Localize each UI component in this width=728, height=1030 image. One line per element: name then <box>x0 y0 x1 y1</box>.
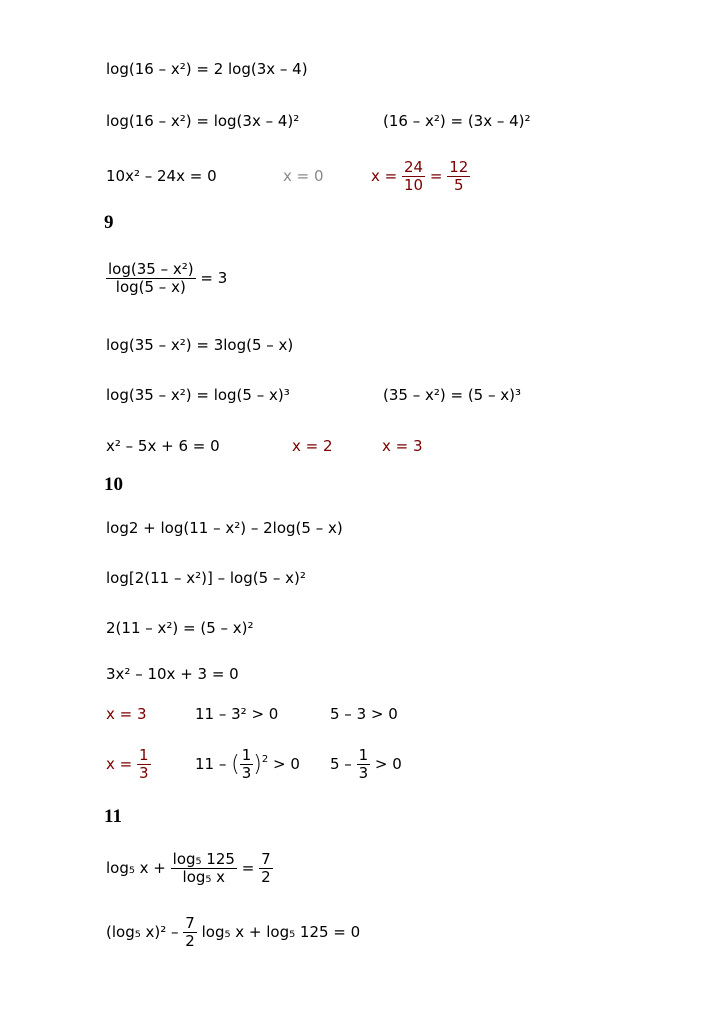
eq8-fraction-1 <box>402 159 425 194</box>
eq9-line2-text: log(35 – x²) = 3log(5 – x) <box>106 336 294 354</box>
eq8-root-zero <box>283 166 324 186</box>
eq8-line3-left-text: 10x² – 24x = 0 <box>106 167 217 185</box>
eq10-line1 <box>106 518 343 538</box>
eq9-root-3-text: x = 3 <box>382 437 423 455</box>
eq11-line2 <box>106 912 360 952</box>
eq10-root-third-den: 3 <box>139 764 149 782</box>
eq10-line4 <box>106 664 239 684</box>
eq11-line1-fraction <box>171 851 237 886</box>
eq10-root-3-text: x = 3 <box>106 705 147 723</box>
eq10-check-third-a-post: > 0 <box>273 755 300 773</box>
eq10-root-third <box>106 744 151 784</box>
eq9-line3-right <box>383 385 521 405</box>
eq10-check-3b-text: 5 – 3 > 0 <box>330 705 398 723</box>
eq8-line2-left-text: log(16 – x²) = log(3x – 4)² <box>106 112 300 130</box>
eq10-line1-text: log2 + log(11 – x²) – 2log(5 – x) <box>106 519 343 537</box>
section-number-10: 10 <box>104 474 123 495</box>
eq10-root-third-fraction <box>137 747 151 782</box>
eq10-line2 <box>106 568 306 588</box>
eq9-fraction-rhs: = 3 <box>200 269 228 287</box>
eq11-line1 <box>106 848 273 888</box>
eq10-root-3 <box>106 704 147 724</box>
eq10-check-third-a-pre: 11 – <box>195 755 227 773</box>
eq10-check-third-b-pre: 5 – <box>330 755 352 773</box>
eq11-line1-equals: = <box>241 859 255 877</box>
eq9-line4-left <box>106 436 220 456</box>
eq8-line2-right <box>383 111 531 131</box>
eq10-check-third-b-den: 3 <box>358 764 369 782</box>
eq10-root-third-num: 1 <box>139 746 149 764</box>
eq10-check-third-b <box>330 744 402 784</box>
eq8-root-zero-text: x = 0 <box>283 167 324 185</box>
eq8-line1-text: log(16 – x²) = 2 log(3x – 4) <box>106 60 308 78</box>
eq8-line2-left <box>106 111 299 131</box>
eq11-line2-fraction <box>183 915 197 950</box>
eq11-line1-rhs-den: 2 <box>261 868 271 886</box>
section-number-9: 9 <box>104 212 114 233</box>
eq8-fraction-1-num: 24 <box>404 158 424 176</box>
eq10-check-3a-text: 11 – 3² > 0 <box>195 705 279 723</box>
eq9-line2 <box>106 335 293 355</box>
eq10-check-third-a-fraction <box>240 747 254 782</box>
eq10-check-third-b-post: > 0 <box>374 755 402 773</box>
eq10-check-third-b-fraction <box>357 747 371 782</box>
eq8-fraction-2-den: 5 <box>454 176 464 194</box>
eq10-check-3a <box>195 704 278 724</box>
section-number-11: 11 <box>104 806 122 827</box>
eq8-root-fraction <box>371 156 470 196</box>
eq9-root-2 <box>292 436 333 456</box>
eq9-fraction <box>106 261 196 296</box>
eq8-fraction-2-num: 12 <box>449 158 469 176</box>
eq8-line2-right-text: (16 – x²) = (3x – 4)² <box>383 112 531 130</box>
eq11-line1-num: log₅ 125 <box>172 850 235 868</box>
eq10-line3 <box>106 618 254 638</box>
eq10-line2-text: log[2(11 – x²)] – log(5 – x)² <box>106 569 306 587</box>
eq9-root-3 <box>382 436 423 456</box>
eq11-line2-den: 2 <box>185 932 195 950</box>
eq11-line1-pre: log₅ x + <box>106 859 166 877</box>
eq9-fraction-num: log(35 – x²) <box>108 260 194 278</box>
eq10-check-3b <box>330 704 398 724</box>
eq11-line2-num: 7 <box>185 914 195 932</box>
eq9-line3-left-text: log(35 – x²) = log(5 – x)³ <box>106 386 290 404</box>
eq10-line3-text: 2(11 – x²) = (5 – x)² <box>106 619 254 637</box>
eq11-line2-pre: (log₅ x)² – <box>106 923 179 941</box>
eq10-check-third-a-num: 1 <box>241 746 252 764</box>
eq10-line4-text: 3x² – 10x + 3 = 0 <box>106 665 239 683</box>
eq10-check-third-a-den: 3 <box>241 764 252 782</box>
eq9-line4-left-text: x² – 5x + 6 = 0 <box>106 437 220 455</box>
eq10-check-third-b-num: 1 <box>358 746 369 764</box>
eq10-check-third-a: 11 – ( $\frac{1}{3}$ )$^2$ > 0 <box>195 746 300 782</box>
eq11-line2-post: log₅ x + log₅ 125 = 0 <box>201 923 361 941</box>
eq9-fraction-den: log(5 – x) <box>115 278 186 296</box>
eq8-root-lhs: x = <box>371 167 398 185</box>
eq11-line1-rhs-num: 7 <box>261 850 271 868</box>
eq10-root-third-lhs: x = <box>106 755 133 773</box>
eq11-line1-rhs-fraction <box>259 851 273 886</box>
eq8-line3-left <box>106 166 217 186</box>
eq8-fraction-1-den: 10 <box>404 176 424 194</box>
eq9-fraction-line <box>106 258 227 298</box>
eq9-line3-left <box>106 385 290 405</box>
eq9-root-2-text: x = 2 <box>292 437 333 455</box>
eq8-line1 <box>106 59 308 79</box>
eq9-line3-right-text: (35 – x²) = (5 – x)³ <box>383 386 521 404</box>
eq8-fraction-2 <box>447 159 470 194</box>
eq11-line1-den: log₅ x <box>182 868 226 886</box>
eq8-root-equals: = <box>429 167 443 185</box>
